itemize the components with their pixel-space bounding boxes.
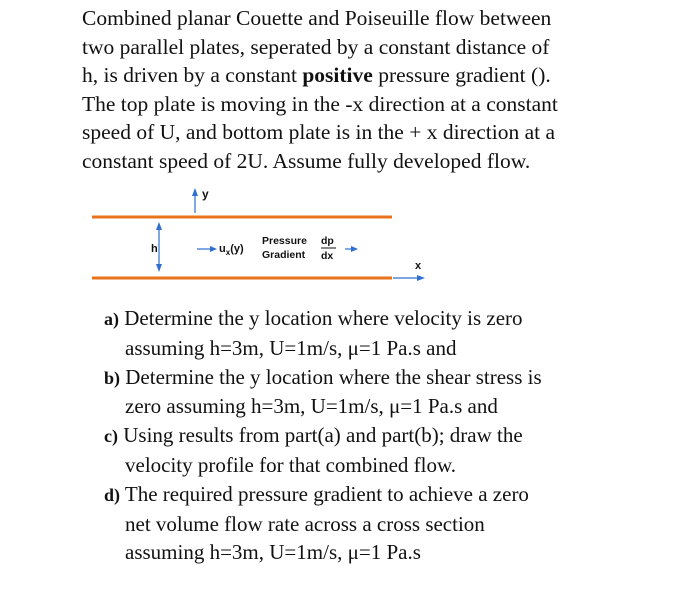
intro-line-pre: h, is driven by a constant [82,63,303,88]
h-label: h [151,243,158,255]
velocity-subscript: x [225,248,231,257]
question-letter: a) [104,309,119,329]
intro-line-post: pressure gradient (). [372,63,551,88]
question-text: velocity profile for that combined flow. [125,452,457,477]
intro-line: Combined planar Couette and Poiseuille flow between [82,6,552,30]
question-letter: d) [104,484,121,505]
question-text: assuming h=3m, U=1m/s, μ=1 Pa.s [125,540,421,565]
h-arrow-up [156,222,162,230]
dx-label: dx [321,250,334,262]
question-text: The required pressure gradient to achieve a zero [124,481,529,506]
question-list [104,304,664,567]
question-text: net volume flow rate across a cross section [125,511,485,536]
question-first-line [104,480,664,510]
question-letter: b) [104,367,121,388]
x-axis-arrowhead [417,275,425,281]
question-text: Determine the y location where velocity is zero [124,306,523,330]
question-b [104,363,664,422]
question-letter: c) [104,426,118,447]
question-d [104,480,664,567]
question-first-line [104,304,664,334]
velocity-arrowhead [210,246,217,252]
h-arrow-down [156,264,162,272]
question-a [104,304,664,363]
dp-label: dp [321,235,334,247]
intro-bold-word: positive [302,63,373,88]
intro-line: two parallel plates, seperated by a constant distance of [82,34,550,59]
intro-line: The top plate is moving in the -x direction at a constant [82,91,558,116]
velocity-label [219,243,244,257]
question-text: Using results from part(a) and part(b); draw the [123,423,523,448]
question-c [104,421,664,480]
pressure-arrowhead [351,246,358,252]
gradient-label: Gradient [262,249,306,261]
pressure-label: Pressure [262,235,307,247]
question-text: zero assuming h=3m, U=1m/s, μ=1 Pa.s and [125,394,498,419]
question-text: assuming h=3m, U=1m/s, μ=1 Pa.s and [125,335,457,360]
y-axis-arrowhead [192,188,198,196]
y-axis-label: y [202,187,209,201]
question-first-line [104,363,664,393]
question-first-line [104,421,664,451]
intro-line: speed of U, and bottom plate is in the + x direction at a [82,120,556,145]
question-text: Determine the y location where the shear stress is [125,364,542,389]
velocity-argument: (y) [230,243,244,255]
intro-line: constant speed of 2U. Assume fully developed flow. [82,148,531,173]
x-axis-label: x [415,260,422,272]
velocity-symbol: u [219,243,226,255]
